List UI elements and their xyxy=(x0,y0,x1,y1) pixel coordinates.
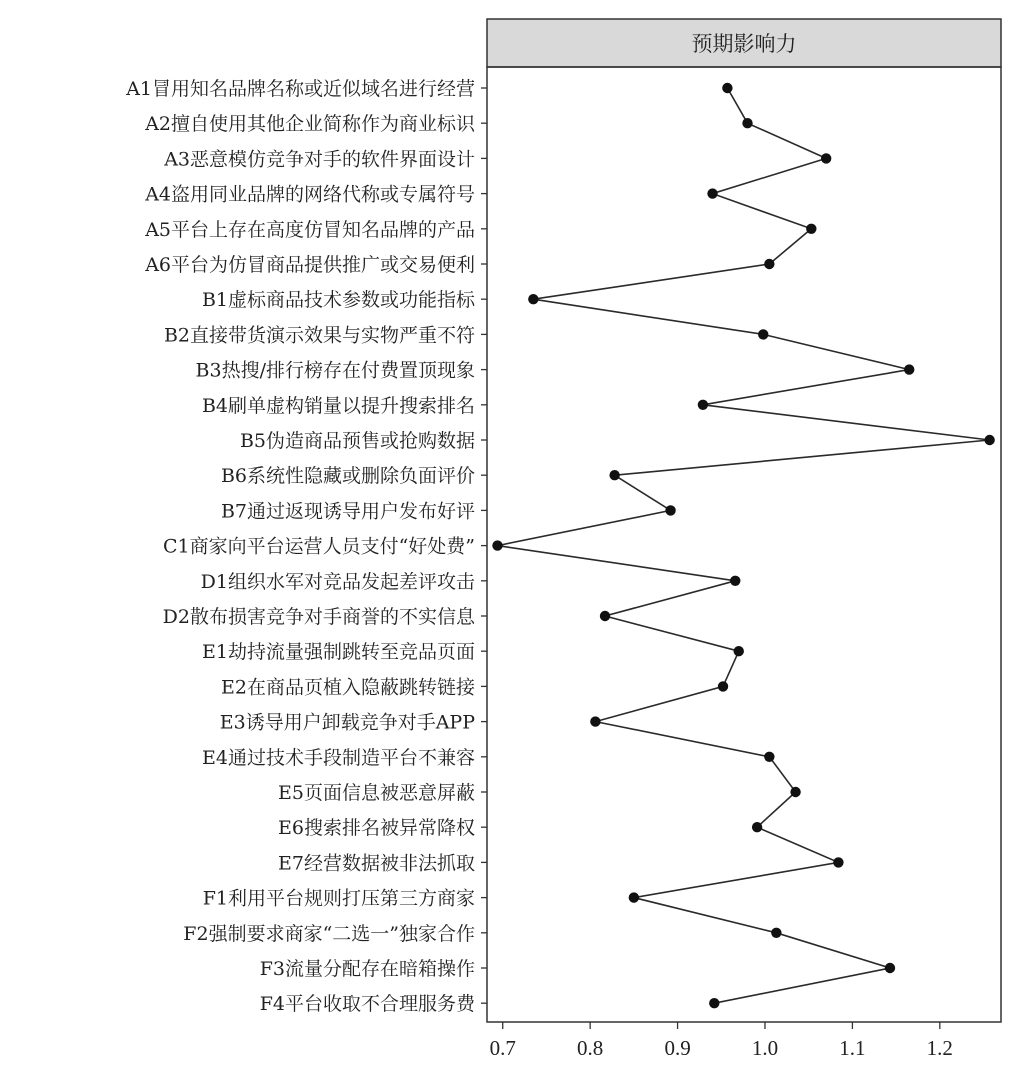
category-label: A5平台上存在高度仿冒知名品牌的产品 xyxy=(145,218,475,241)
y-axis-ticks xyxy=(481,88,487,1003)
data-point xyxy=(742,118,752,128)
x-tick-label: 1.0 xyxy=(751,1036,779,1060)
category-label: B3热搜/排行榜存在付费置顶现象 xyxy=(195,359,475,382)
data-point xyxy=(885,963,895,973)
category-label: B5伪造商品预售或抢购数据 xyxy=(239,430,475,452)
data-point xyxy=(722,83,732,93)
strip-header-title: 预期影响力 xyxy=(691,32,797,56)
x-tick-label: 1.1 xyxy=(839,1036,866,1060)
category-label: E3诱导用户卸载竞争对手APP xyxy=(219,711,475,734)
data-point xyxy=(718,681,728,691)
data-point xyxy=(984,435,994,445)
data-point xyxy=(790,787,800,797)
data-point xyxy=(600,611,610,621)
category-label: C1商家向平台运营人员支付“好处费” xyxy=(162,535,475,558)
category-label: A4盗用同业品牌的网络代称或专属符号 xyxy=(145,183,475,206)
data-point xyxy=(528,294,538,304)
category-label: E1劫持流量强制跳转至竞品页面 xyxy=(202,641,475,664)
category-label: B2直接带货演示效果与实物严重不符 xyxy=(163,324,475,347)
category-label: E6搜索排名被异常降权 xyxy=(278,817,475,840)
data-point xyxy=(758,329,768,339)
category-label: A1冒用知名品牌名称或近似域名进行经营 xyxy=(126,78,475,100)
category-label: E5页面信息被恶意屏蔽 xyxy=(278,782,475,804)
category-label: E2在商品页植入隐蔽跳转链接 xyxy=(221,676,475,699)
data-point xyxy=(698,400,708,410)
category-label: F3流量分配存在暗箱操作 xyxy=(259,958,475,980)
data-point xyxy=(833,857,843,867)
series-line xyxy=(498,88,990,1003)
category-label: A2擅自使用其他企业简称作为商业标识 xyxy=(145,113,475,136)
data-point xyxy=(730,576,740,586)
data-point xyxy=(904,364,914,374)
category-label: B6系统性隐藏或删除负面评价 xyxy=(220,465,475,488)
data-point xyxy=(771,928,781,938)
category-label: F2强制要求商家“二选一”独家合作 xyxy=(183,922,475,945)
data-point xyxy=(806,224,816,234)
data-point xyxy=(734,646,744,656)
x-tick-label: 0.9 xyxy=(664,1036,691,1060)
category-label: E7经营数据被非法抓取 xyxy=(278,852,475,875)
category-label: E4通过技术手段制造平台不兼容 xyxy=(202,746,475,769)
category-label: A3恶意模仿竞争对手的软件界面设计 xyxy=(164,148,475,171)
data-point xyxy=(821,153,831,163)
data-point xyxy=(707,188,717,198)
x-tick-label: 0.7 xyxy=(489,1036,516,1060)
category-label: A6平台为仿冒商品提供推广或交易便利 xyxy=(145,254,475,276)
data-point xyxy=(492,540,502,550)
data-point xyxy=(764,259,774,269)
category-label: B4刷单虚构销量以提升搜索排名 xyxy=(201,394,475,417)
category-label: B1虚标商品技术参数或功能指标 xyxy=(201,289,475,312)
data-point xyxy=(752,822,762,832)
data-point xyxy=(764,752,774,762)
x-axis-ticks xyxy=(490,1022,953,1060)
data-point xyxy=(629,892,639,902)
x-tick-label: 1.2 xyxy=(926,1036,953,1060)
category-label: D2散布损害竞争对手商誉的不实信息 xyxy=(162,606,475,628)
data-point xyxy=(609,470,619,480)
category-label: B7通过返现诱导用户发布好评 xyxy=(220,500,475,523)
category-label: F4平台收取不合理服务费 xyxy=(259,993,475,1016)
x-tick-label: 0.8 xyxy=(577,1036,604,1060)
data-point xyxy=(709,998,719,1008)
category-label: F1利用平台规则打压第三方商家 xyxy=(202,887,475,910)
category-label: D1组织水军对竞品发起差评攻击 xyxy=(200,570,475,593)
data-point xyxy=(665,505,675,515)
series-group xyxy=(492,83,995,1009)
data-point xyxy=(590,716,600,726)
category-labels xyxy=(125,78,476,1015)
